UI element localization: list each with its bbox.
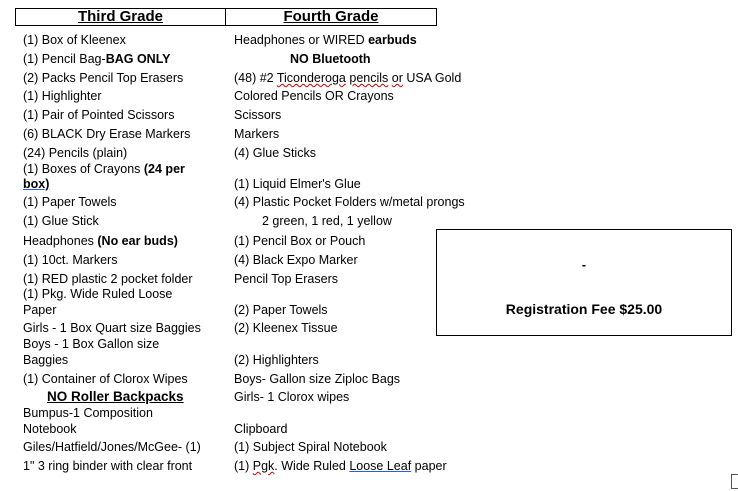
item-text: (1) Pencil Bag- [23,52,106,66]
item-text: (48) #2 [234,71,277,85]
spellcheck-word: Pgk [252,459,275,473]
bracket-mark-icon [731,474,738,489]
supply-item: Giles/Hatfield/Jones/McGee- (1) [23,440,201,454]
fee-dash: - [581,258,587,272]
supply-item: (1) Paper Towels [23,195,117,209]
supply-item-continued: 1" 3 ring binder with clear front [23,459,193,473]
supply-item: (2) Packs Pencil Top Erasers [23,71,184,85]
supply-item: (1) Liquid Elmer's Glue [234,177,361,191]
supply-item: (1) Highlighter [23,89,102,103]
supply-item [23,234,178,248]
supply-item: Bumpus-1 Composition [23,406,153,420]
supply-item: (2) Highlighters [234,353,319,367]
supply-item: Clipboard [234,422,288,436]
item-text: box) [23,177,50,191]
item-text: Headphones or WIRED [234,33,369,47]
supply-item: (1) Pair of Pointed Scissors [23,108,175,122]
registration-fee-box [436,229,732,336]
supply-item: Girls- 1 Clorox wipes [234,390,350,404]
supply-item: Boys - 1 Box Gallon size [23,337,160,351]
supply-item: Markers [234,127,280,141]
supply-item: (1) 10ct. Markers [23,253,118,267]
supply-item: (1) Box of Kleenex [23,33,126,47]
supply-item-continued: Baggies [23,353,69,367]
supply-item-detail: 2 green, 1 red, 1 yellow [262,214,392,228]
registration-fee-text: Registration Fee $25.00 [505,301,663,317]
supply-item: Scissors [234,108,282,122]
item-text: USA Gold [402,71,462,85]
supply-item-continued: Notebook [23,422,77,436]
supply-item: (1) RED plastic 2 pocket folder [23,272,193,286]
item-emphasis: (24 per [143,162,185,176]
supply-item: (4) Plastic Pocket Folders w/metal prongs [234,195,465,209]
supply-item: (6) BLACK Dry Erase Markers [23,127,191,141]
item-emphasis: (No ear buds) [97,234,178,248]
third-grade-header: Third Grade [15,8,226,26]
supply-item: (1) Pkg. Wide Ruled Loose [23,287,173,301]
supply-item: (1) Pencil Box or Pouch [234,234,366,248]
supply-item-continued: Paper [23,303,57,317]
supply-item: (24) Pencils (plain) [23,146,128,160]
supply-item-continued [23,177,49,191]
supply-item: (4) Glue Sticks [234,146,316,160]
supply-item [234,71,461,85]
supply-item: (2) Kleenex Tissue [234,321,338,335]
supply-item: (1) Glue Stick [23,214,99,228]
no-bluetooth-note: NO Bluetooth [290,52,371,66]
supply-item: (1) Subject Spiral Notebook [234,440,387,454]
item-text: . Wide Ruled [274,459,350,473]
supply-item: Pencil Top Erasers [234,272,338,286]
supply-item [234,33,417,47]
fourth-grade-header: Fourth Grade [225,8,437,26]
supply-item [234,459,447,473]
supply-item: Boys- Gallon size Ziploc Bags [234,372,401,386]
grammar-flagged-text: Loose Leaf [349,459,412,473]
supply-item [23,162,185,176]
supply-item: (2) Paper Towels [234,303,328,317]
supply-item: Girls - 1 Box Quart size Baggies [23,321,201,335]
supply-item: Colored Pencils OR Crayons [234,89,394,103]
item-text: (1) [234,459,253,473]
supply-item: (1) Container of Clorox Wipes [23,372,188,386]
item-text: Headphones [23,234,98,248]
supply-item: (4) Black Expo Marker [234,253,358,267]
spellcheck-word: pencils [349,71,389,85]
no-roller-backpacks-note: NO Roller Backpacks [47,389,184,404]
spellcheck-word: Ticonderoga [276,71,346,85]
item-text: paper [411,459,447,473]
spellcheck-word: or [391,71,403,85]
item-emphasis: earbuds [368,33,417,47]
item-text: (1) Boxes of Crayons [23,162,144,176]
supply-item [23,52,171,66]
item-emphasis: BAG ONLY [105,52,171,66]
